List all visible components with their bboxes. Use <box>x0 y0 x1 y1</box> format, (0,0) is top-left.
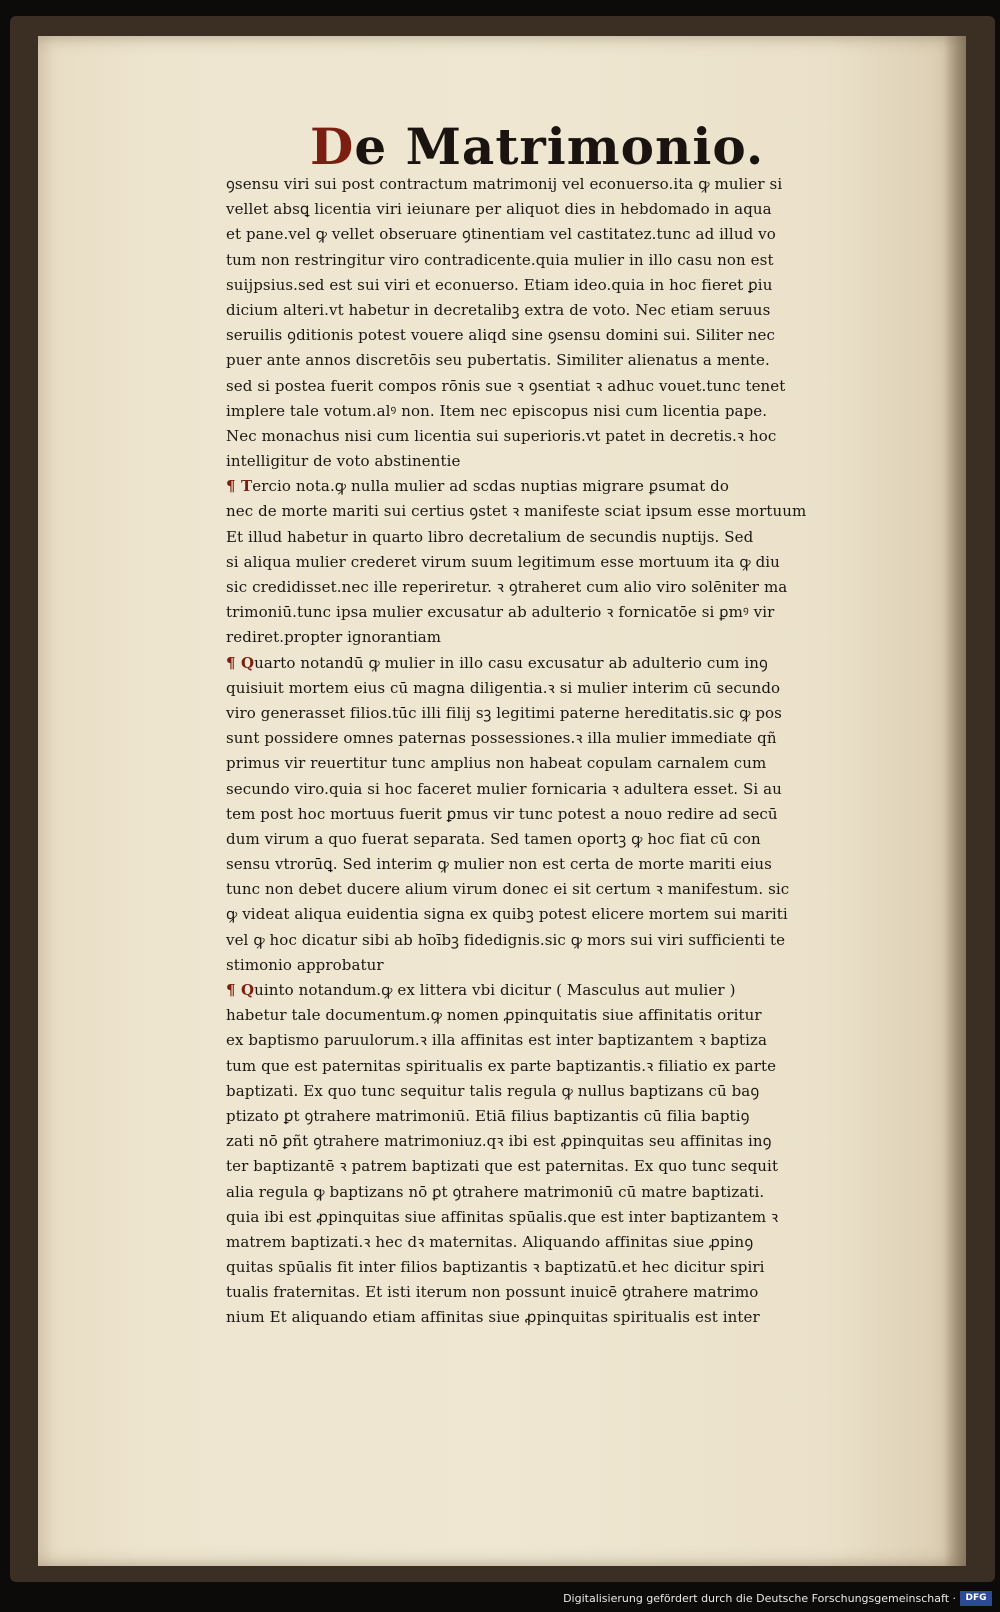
line-text: zati nō ꝑñt ꝯtrahere matrimoniuz.qꝛ ibi est ꝓpinquitas seu affinitas inꝯ <box>226 1132 772 1151</box>
line-text: Et illud habetur in quarto libro decretalium de secundis nuptijs. Sed <box>226 527 754 546</box>
line-text: uinto notandum.ꝙ ex littera vbi dicitur ( Masculus aut mulier ) <box>254 981 736 999</box>
digitization-credit: Digitalisierung gefördert durch die Deutsche Forschungsgemeinschaft · <box>563 1592 956 1605</box>
text-line <box>226 625 866 650</box>
text-line <box>226 751 866 776</box>
text-line <box>226 399 866 424</box>
text-line <box>226 248 866 273</box>
text-line <box>226 298 866 323</box>
text-line <box>226 1180 866 1205</box>
dfg-logo: DFG <box>960 1591 992 1606</box>
rubric-initial: ¶ Q <box>226 653 255 672</box>
heading-text: e Matrimonio. <box>354 117 765 176</box>
line-text: quitas spūalis fit inter filios baptizantis ꝛ baptizatū.et hec dicitur spiri <box>226 1258 765 1277</box>
text-line <box>226 550 866 575</box>
line-text: viro generasset filios.tūc illi filij sꝫ legitimi paterne hereditatis.sic ꝙ pos <box>226 703 782 722</box>
text-line <box>226 348 866 373</box>
text-line <box>226 1280 866 1305</box>
text-line <box>226 1028 866 1053</box>
line-text: ptizato ꝑt ꝯtrahere matrimoniū. Etiā filius baptizantis cū filia baptiꝯ <box>226 1106 750 1125</box>
line-text: stimonio approbatur <box>226 955 384 974</box>
page-edge-shadow <box>944 36 966 1566</box>
text-block <box>226 172 866 1327</box>
rubric-initial: ¶ Q <box>226 981 255 999</box>
text-line <box>226 827 866 852</box>
text-line <box>226 474 866 499</box>
line-text: baptizati. Ex quo tunc sequitur talis regula ꝙ nullus baptizans cū baꝯ <box>226 1081 760 1100</box>
text-line <box>226 1129 866 1154</box>
text-line <box>226 600 866 625</box>
text-line <box>226 1205 866 1230</box>
line-text: uarto notandū ꝙ mulier in illo casu excusatur ab adulterio cum inꝯ <box>254 653 768 672</box>
line-text: tunc non debet ducere alium virum donec ei sit certum ꝛ manifestum. sic <box>226 880 790 899</box>
text-line <box>226 676 866 701</box>
line-text: vellet absꝗ licentia viri ieiunare per aliquot dies in hebdomado in aqua <box>226 200 772 219</box>
line-text: implere tale votum.alꝰ non. Item nec episcopus nisi cum licentia pape. <box>226 401 768 420</box>
line-text: tualis fraternitas. Et isti iterum non possunt inuicē ꝯtrahere matrimo <box>226 1283 759 1302</box>
line-text: quisiuit mortem eius cū magna diligentia.ꝛ si mulier interim cū secundo <box>226 678 781 697</box>
line-text: quia ibi est ꝓpinquitas siue affinitas spūalis.que est inter baptizantem ꝛ <box>226 1207 779 1226</box>
text-line <box>226 877 866 902</box>
text-line <box>226 852 866 877</box>
line-text: sensu vtrorūꝗ. Sed interim ꝙ mulier non est certa de morte mariti eius <box>226 855 772 874</box>
line-text: tem post hoc mortuus fuerit ꝑmus vir tunc potest a nouo redire ad secū <box>226 804 778 823</box>
text-line <box>226 525 866 550</box>
line-text: seruilis ꝯditionis potest vouere aliqd sine ꝯsensu domini sui. Siliter nec <box>226 326 776 345</box>
heading-initial: D <box>310 117 355 176</box>
text-line <box>226 777 866 802</box>
line-text: alia regula ꝙ baptizans nō ꝑt ꝯtrahere matrimoniū cū matre baptizati. <box>226 1182 765 1201</box>
text-line <box>226 1305 866 1330</box>
text-line <box>226 1255 866 1280</box>
line-text: vel ꝙ hoc dicatur sibi ab hoībꝫ fidedignis.sic ꝙ mors sui viri sufficienti te <box>226 930 786 949</box>
text-line <box>226 172 866 197</box>
line-text: matrem baptizati.ꝛ hec dꝛ maternitas. Aliquando affinitas siue ꝓpinꝯ <box>226 1232 754 1251</box>
line-text: nium Et aliquando etiam affinitas siue ꝓpinquitas spiritualis est inter <box>226 1308 760 1327</box>
line-text: et pane.vel ꝙ vellet obseruare ꝯtinentiam vel castitatez.tunc ad illud vo <box>226 225 776 244</box>
text-line <box>226 222 866 247</box>
text-line <box>226 978 866 1003</box>
line-text: habetur tale documentum.ꝙ nomen ꝓpinquitatis siue affinitatis oritur <box>226 1006 762 1025</box>
text-line <box>226 499 866 524</box>
line-text: sic credidisset.nec ille reperiretur. ꝛ ꝯtraheret cum alio viro solēniter ma <box>226 578 788 596</box>
text-line <box>226 1079 866 1104</box>
line-text: tum que est paternitas spiritualis ex parte baptizantis.ꝛ filiatio ex parte <box>226 1056 777 1075</box>
line-text: Nec monachus nisi cum licentia sui superioris.vt patet in decretis.ꝛ hoc <box>226 426 777 445</box>
text-line <box>226 323 866 348</box>
line-text: tum non restringitur viro contradicente.quia mulier in illo casu non est <box>226 250 774 269</box>
line-text: ꝯsensu viri sui post contractum matrimonij vel econuerso.ita ꝙ mulier si <box>226 175 783 193</box>
page-heading <box>310 115 790 179</box>
text-line <box>226 802 866 827</box>
text-line <box>226 1003 866 1028</box>
line-text: sunt possidere omnes paternas possessiones.ꝛ illa mulier immediate qñ <box>226 729 777 748</box>
text-line <box>226 197 866 222</box>
line-text: intelligitur de voto abstinentie <box>226 452 461 471</box>
text-line <box>226 726 866 751</box>
line-text: dum virum a quo fuerat separata. Sed tamen oportꝫ ꝙ hoc fiat cū con <box>226 829 761 848</box>
text-line <box>226 701 866 726</box>
text-line <box>226 953 866 978</box>
line-text: ercio nota.ꝙ nulla mulier ad scdas nuptias migrare ꝑsumat do <box>252 477 729 496</box>
rubric-initial: ¶ T <box>226 477 253 496</box>
text-line <box>226 1104 866 1129</box>
line-text: ex baptismo paruulorum.ꝛ illa affinitas est inter baptizantem ꝛ baptiza <box>226 1031 768 1050</box>
line-text: suijpsius.sed est sui viri et econuerso. Etiam ideo.quia in hoc fieret ꝑiu <box>226 275 773 294</box>
text-line <box>226 449 866 474</box>
text-line <box>226 1154 866 1179</box>
line-text: puer ante annos discretōis seu pubertatis. Similiter alienatus a mente. <box>226 351 770 370</box>
text-line <box>226 928 866 953</box>
line-text: ter baptizantē ꝛ patrem baptizati que est paternitas. Ex quo tunc sequit <box>226 1157 779 1176</box>
line-text: ꝙ videat aliqua euidentia signa ex quibꝫ potest elicere mortem sui mariti <box>226 905 788 924</box>
line-text: rediret.propter ignorantiam <box>226 628 442 647</box>
text-line <box>226 273 866 298</box>
text-line <box>226 374 866 399</box>
line-text: sed si postea fuerit compos rōnis sue ꝛ ꝯsentiat ꝛ adhuc vouet.tunc tenet <box>226 376 786 395</box>
text-line <box>226 1054 866 1079</box>
line-text: si aliqua mulier crederet virum suum legitimum esse mortuum ita ꝙ diu <box>226 552 780 571</box>
line-text: primus vir reuertitur tunc amplius non habeat copulam carnalem cum <box>226 754 767 773</box>
text-line <box>226 651 866 676</box>
line-text: secundo viro.quia si hoc faceret mulier fornicaria ꝛ adultera esset. Si au <box>226 779 782 798</box>
line-text: dicium alteri.vt habetur in decretalibꝫ extra de voto. Nec etiam seruus <box>226 300 771 319</box>
text-line <box>226 1230 866 1255</box>
line-text: nec de morte mariti sui certius ꝯstet ꝛ manifeste sciat ipsum esse mortuum <box>226 502 807 521</box>
text-line <box>226 575 866 600</box>
line-text: trimoniū.tunc ipsa mulier excusatur ab adulterio ꝛ fornicatōe si ꝑmꝰ vir <box>226 603 775 622</box>
text-line <box>226 902 866 927</box>
text-line <box>226 424 866 449</box>
